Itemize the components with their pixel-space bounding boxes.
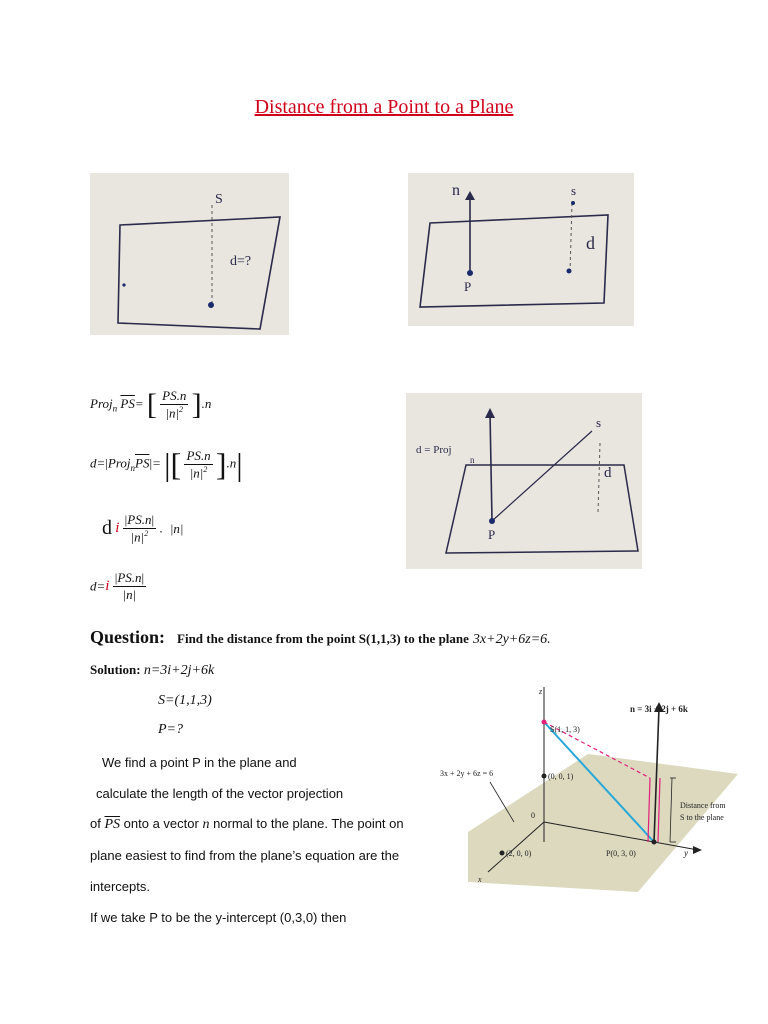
- y-axis-label: y: [684, 848, 688, 858]
- sketch-2-d-label: d: [586, 233, 595, 253]
- solution-line: [90, 662, 214, 679]
- origin-label: 0: [531, 811, 535, 820]
- final-fraction: $\frac{|PS.n|}{|n|}$: [114, 570, 145, 602]
- eq-sign: =: [134, 395, 144, 411]
- sketch-3-dproj-label: d = Proj: [416, 444, 452, 456]
- solution-paragraph-6: If we take P to be the y-intercept (0,3,0) then: [90, 910, 347, 925]
- solution-label: Solution:: [90, 662, 141, 677]
- question-label: Question:: [90, 627, 166, 647]
- proj-subscript: n: [112, 403, 118, 414]
- formula-distance-abs: $d=|Proj_n\overline{PS}|=$ |[ $\frac{PS.n}{|n|^2}$ ].n|: [90, 446, 243, 482]
- solution-paragraph-4: plane easiest to find from the plane’s equation are the: [90, 848, 400, 863]
- proj-numerator: PS.n: [162, 388, 187, 404]
- z-axis-label: z: [539, 687, 543, 696]
- page-title: Distance from a Point to a Plane: [254, 96, 514, 118]
- red-i-symbol-1: i: [115, 520, 120, 537]
- red-i-symbol-2: i: [105, 578, 110, 594]
- formula-distance-final: d=i $\frac{|PS.n|}{|n|}$: [90, 570, 145, 602]
- ps-vector: $\overline{PS}$: [120, 395, 135, 411]
- sketch-1-d-label: d=?: [230, 254, 252, 269]
- ps-vector-inline: $\overline{PS}$: [104, 817, 121, 832]
- sketch-3-sub-n: n: [470, 455, 475, 465]
- distance-fraction: $\frac{PS.n}{|n|^2}$: [186, 447, 211, 481]
- d-eq: d=: [90, 455, 106, 471]
- d-big: d: [102, 517, 112, 540]
- distance-label-1: Distance from: [680, 801, 726, 810]
- solution-paragraph-5: intercepts.: [90, 879, 150, 894]
- question-text: Find the distance from the point S(1,1,3) to the plane: [177, 631, 469, 646]
- sketch-3-d-label: d: [604, 465, 612, 481]
- sketch-1-drawing: [90, 173, 289, 335]
- point-200-label: (2, 0, 0): [506, 849, 532, 858]
- abs-n: |n|: [169, 520, 184, 536]
- normal-vector-def: n=3i+2j+6k: [143, 663, 215, 678]
- sketch-2-s-label: s: [571, 183, 577, 198]
- p-point-label: P(0, 3, 0): [606, 849, 636, 858]
- solution-paragraph-2: calculate the length of the vector projection: [96, 786, 344, 801]
- sketch-3-drawing: [406, 393, 642, 569]
- sketch-3-p-label: P: [488, 527, 496, 542]
- sketch-projection-image: [406, 393, 642, 569]
- normal-vector-label: n = 3i + 2j + 6k: [630, 704, 688, 714]
- plane-equation-label: 3x + 2y + 6z = 6: [440, 769, 494, 778]
- solution-paragraph-1: We find a point P in the plane and: [102, 755, 297, 770]
- x-axis-label: x: [478, 875, 482, 884]
- sketch-3-s-label: s: [596, 415, 602, 430]
- sketch-2-drawing: [408, 173, 634, 326]
- proj-text: Proj: [90, 395, 113, 411]
- proj-denominator: $|n|^2$: [165, 405, 184, 421]
- formula-distance-product: d i $\frac{|PS.n|}{|n|^2}$ . |n|: [102, 512, 184, 545]
- solution-paragraph-3: of $\overline{PS}$ onto a vector n normal to the plane. The point on: [90, 816, 404, 832]
- point-001-label: (0, 0, 1): [548, 772, 574, 781]
- proj-fraction: [160, 388, 188, 421]
- proj-dot-n: .n: [201, 395, 212, 411]
- question-line: [90, 627, 551, 648]
- formula-projection: Proj$_n$ $\overline{PS}=$ [ $\frac{PS.n}{|n|^2}$ ].n: [90, 388, 212, 421]
- n-vector-inline: n: [202, 817, 210, 832]
- sketch-normal-vector-image: [408, 173, 634, 326]
- sketch-2-p-label: P: [464, 279, 472, 294]
- diagram-svg: [438, 682, 748, 892]
- sketch-1-s-label: S: [215, 192, 223, 207]
- s-point-label: S(1, 1, 3): [550, 725, 580, 734]
- s-definition: S=(1,1,3): [158, 693, 212, 708]
- sketch-2-n-label: n: [452, 182, 460, 199]
- textbook-3d-diagram: [438, 682, 748, 892]
- sketch-plane-point-image: [90, 173, 289, 335]
- distance-label-2: S to the plane: [680, 813, 724, 822]
- p-definition: P=?: [158, 722, 183, 737]
- question-equation: 3x+2y+6z=6.: [472, 632, 551, 647]
- product-fraction: $\frac{|PS.n|}{|n|^2}$: [124, 512, 155, 545]
